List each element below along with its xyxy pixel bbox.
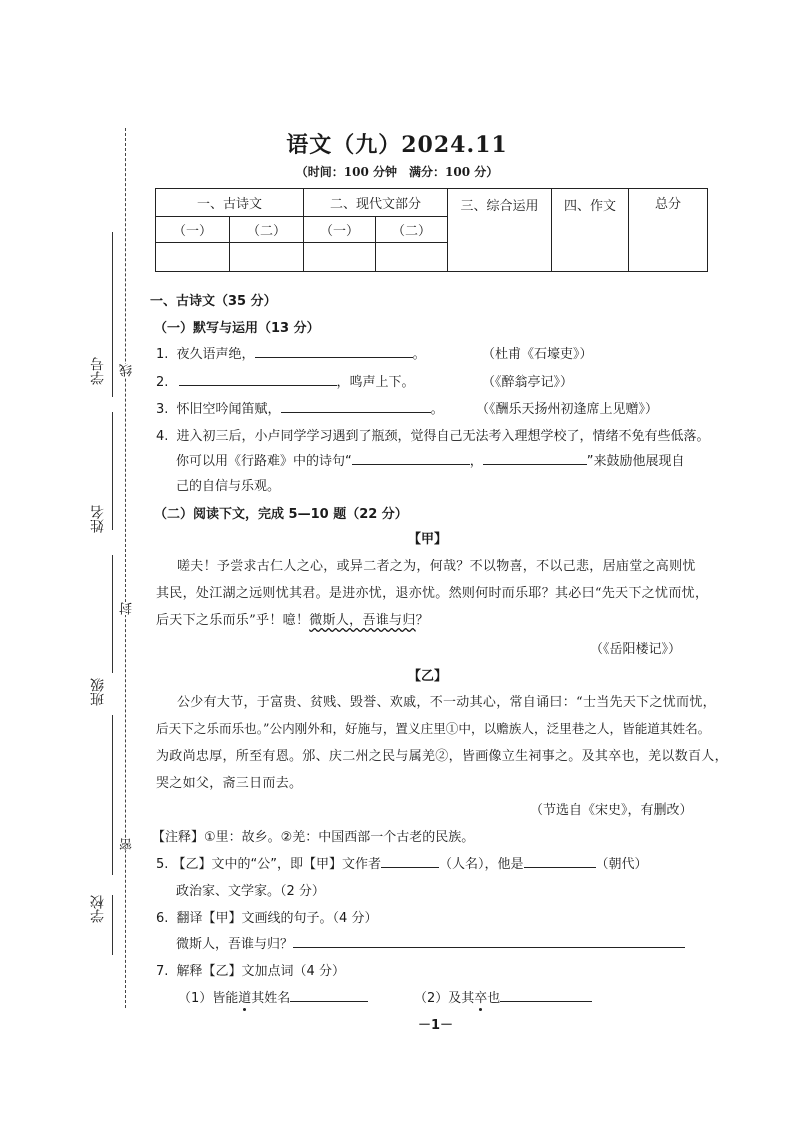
- q4-answer-blank-1[interactable]: [352, 450, 470, 465]
- score-subcol-4: （二）: [376, 217, 448, 243]
- q4-number: 4.: [156, 429, 169, 444]
- q4-line3: 己的自信与乐观。: [176, 479, 281, 494]
- passage-yi-line2: 后天下之乐而乐也。”公内刚外和，好施与，置义庄里①中，以赡族人，泛里巷之人，皆能道其姓名。: [156, 721, 711, 736]
- q1-end: 。: [412, 347, 426, 362]
- q7-item-2-prefix: （2）及其: [414, 991, 475, 1006]
- q7-item-1-dotted-word: 道: [238, 991, 252, 1006]
- score-subcol-2: （二）: [230, 217, 304, 243]
- passage-yi-line1: 公少有大节，于富贵、贫贱、毁誉、欢戚，不一动其心，常自诵曰：“士当先天下之忧而忧，: [177, 695, 716, 710]
- q7-answer-blank-1[interactable]: [290, 987, 368, 1002]
- q5-answer-blank-name[interactable]: [381, 853, 439, 868]
- score-cell-1[interactable]: [156, 243, 230, 272]
- q7-text: 解释【乙】文加点词（4 分）: [176, 964, 345, 979]
- school-label: 学校: [90, 895, 106, 923]
- q7-item-2-suffix: 也: [487, 991, 501, 1006]
- q5-text-d: 政治家、文学家。（2 分）: [176, 884, 325, 899]
- question-5: [156, 853, 648, 872]
- score-header-section2: 二、现代文部分: [304, 189, 448, 217]
- class-label: 班级: [90, 678, 106, 706]
- q6-sentence-row: [176, 933, 685, 952]
- score-cell-3[interactable]: [304, 243, 376, 272]
- q6-text: 翻译【甲】文画线的句子。（4 分）: [176, 911, 378, 926]
- binding-line-bottom2: [112, 895, 113, 955]
- binding-line-bottom: [112, 715, 113, 875]
- seal-mark-feng: 封: [120, 602, 135, 615]
- question-1: [156, 343, 426, 362]
- score-header-total: 总分: [629, 189, 708, 272]
- q7-item-1-suffix: 其姓名: [251, 991, 291, 1006]
- seal-mark-mi: 密: [120, 838, 135, 851]
- q2-answer-blank[interactable]: [179, 371, 337, 386]
- q3-source: （《酬乐天扬州初逢席上见赠》）: [476, 402, 659, 417]
- q7-item-1-prefix: （1）皆能: [178, 991, 239, 1006]
- passage-yi-line3: 为政尚忠厚，所至有恩。邠、庆二州之民与属羌②，皆画像立生祠事之。及其卒也，羌以数百人，: [156, 749, 728, 764]
- question-4-line1: [156, 425, 710, 444]
- q6-number: 6.: [156, 911, 169, 926]
- q1-text: 夜久语声绝，: [176, 347, 255, 362]
- q5-text-c: （朝代）: [595, 857, 648, 872]
- q7-item-2: [414, 987, 592, 1006]
- q5-text-a: 【乙】文中的“公”，即【甲】文作者: [172, 857, 382, 872]
- student-name-label: 姓名: [90, 505, 106, 533]
- exam-subtitle: （时间：100 分钟 满分：100 分）: [295, 165, 499, 179]
- passage-jia-label: 【甲】: [408, 532, 448, 547]
- q1-number: 1.: [156, 347, 169, 362]
- score-subcol-1: （一）: [156, 217, 230, 243]
- exam-title: 语文（九）2024.11: [286, 132, 508, 158]
- q3-answer-blank[interactable]: [281, 398, 431, 413]
- passage-yi-line4: 哭之如父，斋三日而去。: [156, 776, 303, 791]
- q2-number: 2.: [156, 375, 169, 390]
- q6-answer-blank[interactable]: [293, 933, 685, 948]
- q4-line1: 进入初三后，小卢同学学习遇到了瓶颈，觉得自己无法考入理想学校了，情绪不免有些低落。: [176, 429, 710, 444]
- q3-text: 怀旧空吟闻笛赋，: [176, 402, 281, 417]
- score-header-section4: 四、作文: [552, 189, 629, 272]
- binding-line-mid: [112, 412, 113, 530]
- q4-line2a: 你可以用《行路难》中的诗句“: [176, 454, 352, 469]
- passage-yi-source: （节选自《宋史》，有删改）: [530, 803, 693, 818]
- q5-number: 5.: [156, 857, 169, 872]
- part2-heading: （二）阅读下文，完成 5—10 题（22 分）: [154, 507, 408, 522]
- q2-text: ，鸣声上下。: [336, 375, 415, 390]
- q7-number: 7.: [156, 964, 169, 979]
- q4-answer-blank-2[interactable]: [483, 450, 587, 465]
- q5-text-b: （人名），他是: [439, 857, 524, 872]
- q2-source: （《醉翁亭记》）: [482, 375, 574, 390]
- question-6: [156, 907, 377, 926]
- student-id-label: 学号: [90, 357, 106, 385]
- q7-item-1: [178, 987, 368, 1006]
- passage-jia-source: （《岳阳楼记》）: [590, 642, 682, 657]
- q5-answer-blank-dynasty[interactable]: [524, 853, 596, 868]
- q1-source: （杜甫《石壕吏》）: [482, 347, 593, 362]
- binding-line-mid2: [112, 555, 113, 673]
- score-header-section1: 一、古诗文: [156, 189, 304, 217]
- question-7: [156, 960, 345, 979]
- passage-jia-underlined-sentence: 微斯人，吾谁与归: [309, 613, 416, 628]
- page-number: －1－: [418, 1018, 454, 1033]
- seal-mark-xian: 线: [120, 364, 135, 377]
- passage-jia-line3a: 后天下之乐而乐”乎！噫！: [156, 613, 310, 628]
- score-cell-2[interactable]: [230, 243, 304, 272]
- passage-jia-line3: [156, 609, 429, 628]
- q7-item-2-dotted-word: 卒: [474, 991, 488, 1006]
- seal-dashed-line: [125, 128, 126, 1008]
- question-3: [156, 398, 444, 417]
- q7-answer-blank-2[interactable]: [500, 987, 592, 1002]
- binding-line-top: [112, 232, 113, 397]
- score-subcol-3: （一）: [304, 217, 376, 243]
- passage-notes: 【注释】①里：故乡。②羌：中国西部一个古老的民族。: [152, 830, 475, 845]
- q1-answer-blank[interactable]: [255, 343, 413, 358]
- question-4-line2: [176, 450, 685, 469]
- passage-yi-label: 【乙】: [408, 669, 448, 684]
- score-header-section3: 三、综合运用: [448, 189, 552, 272]
- q6-sentence: 微斯人，吾谁与归？: [176, 937, 294, 952]
- q3-number: 3.: [156, 402, 169, 417]
- section1-heading: 一、古诗文（35 分）: [150, 294, 277, 309]
- q3-end: 。: [430, 402, 444, 417]
- part1-heading: （一）默写与运用（13 分）: [154, 321, 320, 336]
- passage-jia-line1: 嗟夫！予尝求古仁人之心，或异二者之为，何哉？不以物喜，不以己悲，居庙堂之高则忧: [177, 559, 696, 574]
- passage-jia-line2: 其民，处江湖之远则忧其君。是进亦忧，退亦忧。然则何时而乐耶？其必曰“先天下之忧而忧，: [156, 586, 709, 601]
- q4-line2b: ，: [469, 454, 483, 469]
- passage-jia-line3c: ？: [415, 613, 429, 628]
- q4-line2c: ”来鼓励他展现自: [586, 454, 685, 469]
- question-2: [156, 371, 415, 390]
- score-table: [155, 188, 708, 272]
- score-cell-4[interactable]: [376, 243, 448, 272]
